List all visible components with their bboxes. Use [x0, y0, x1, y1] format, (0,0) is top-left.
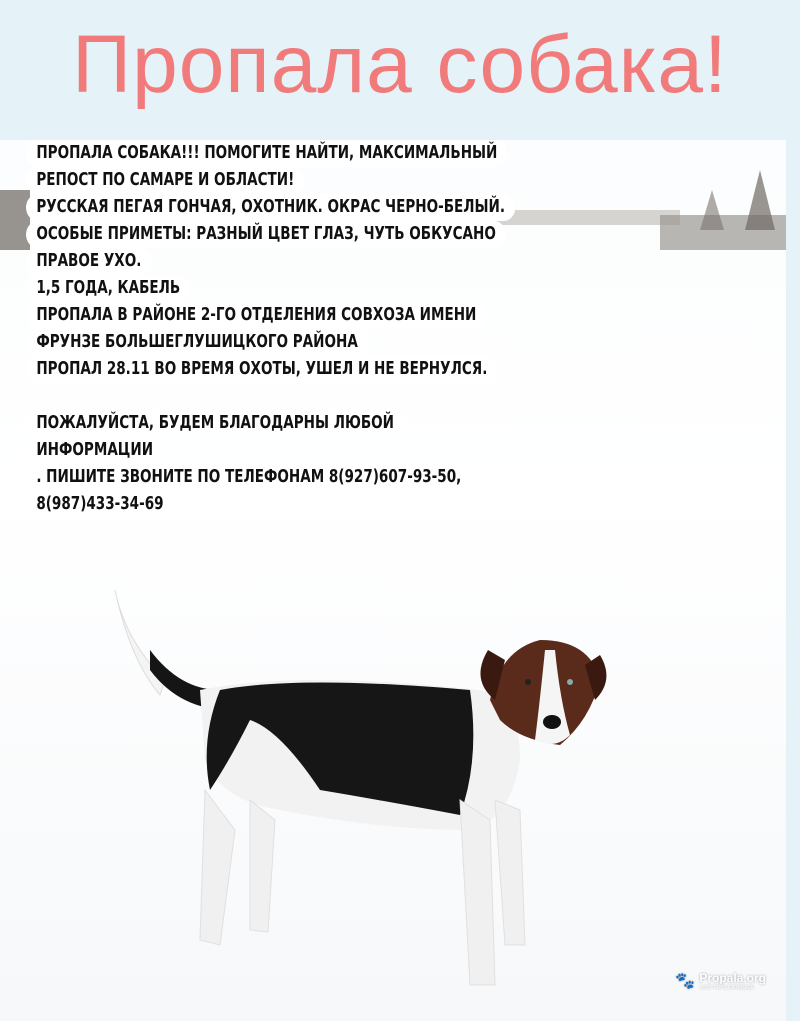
pet-silhouette-icon: 🐾 [675, 973, 696, 990]
text-line: . ПИШИТЕ ЗВОНИТЕ ПО ТЕЛЕФОНАМ 8(927)607-93-50, [26, 464, 472, 491]
propala-watermark [675, 971, 766, 991]
text-line: ФРУНЗЕ БОЛЬШЕГЛУШИЦКОГО РАЙОНА [26, 329, 368, 356]
text-line: ПРОПАЛА СОБАКА!!! ПОМОГИТЕ НАЙТИ, МАКСИМАЛЬНЫЙ [26, 140, 508, 167]
watermark-name: Propala.org [699, 971, 766, 985]
contact-phones: 8(987)433-34-69 [26, 491, 174, 518]
text-line: 1,5 ГОДА, КАБЕЛЬ [26, 275, 191, 302]
text-line: РЕПОСТ ПО САМАРЕ И ОБЛАСТИ! [26, 167, 305, 194]
dog-photo [0, 140, 786, 1021]
dog-illustration [100, 580, 620, 1000]
text-line: ПРОПАЛА В РАЙОНЕ 2-ГО ОТДЕЛЕНИЯ СОВХОЗА ИМЕНИ [26, 302, 487, 329]
text-line: ОСОБЫЕ ПРИМЕТЫ: РАЗНЫЙ ЦВЕТ ГЛАЗ, ЧУТЬ ОБКУСАНО [26, 221, 506, 248]
poster-title: Пропала собака! [72, 19, 728, 110]
watermark-tagline: LOST PETS DATABASE [699, 985, 755, 991]
text-line: ИНФОРМАЦИИ [26, 437, 163, 464]
text-line: ПРОПАЛ 28.11 ВО ВРЕМЯ ОХОТЫ, УШЕЛ И НЕ ВЕРНУЛСЯ. [26, 356, 498, 383]
text-line: ПРАВОЕ УХО. [26, 248, 152, 275]
description-text [26, 140, 706, 518]
text-line: ПОЖАЛУЙСТА, БУДЕМ БЛАГОДАРНЫ ЛЮБОЙ [26, 410, 404, 437]
text-line: РУССКАЯ ПЕГАЯ ГОНЧАЯ, ОХОТНИК. ОКРАС ЧЕРНО-БЕЛЫЙ. [26, 194, 515, 221]
